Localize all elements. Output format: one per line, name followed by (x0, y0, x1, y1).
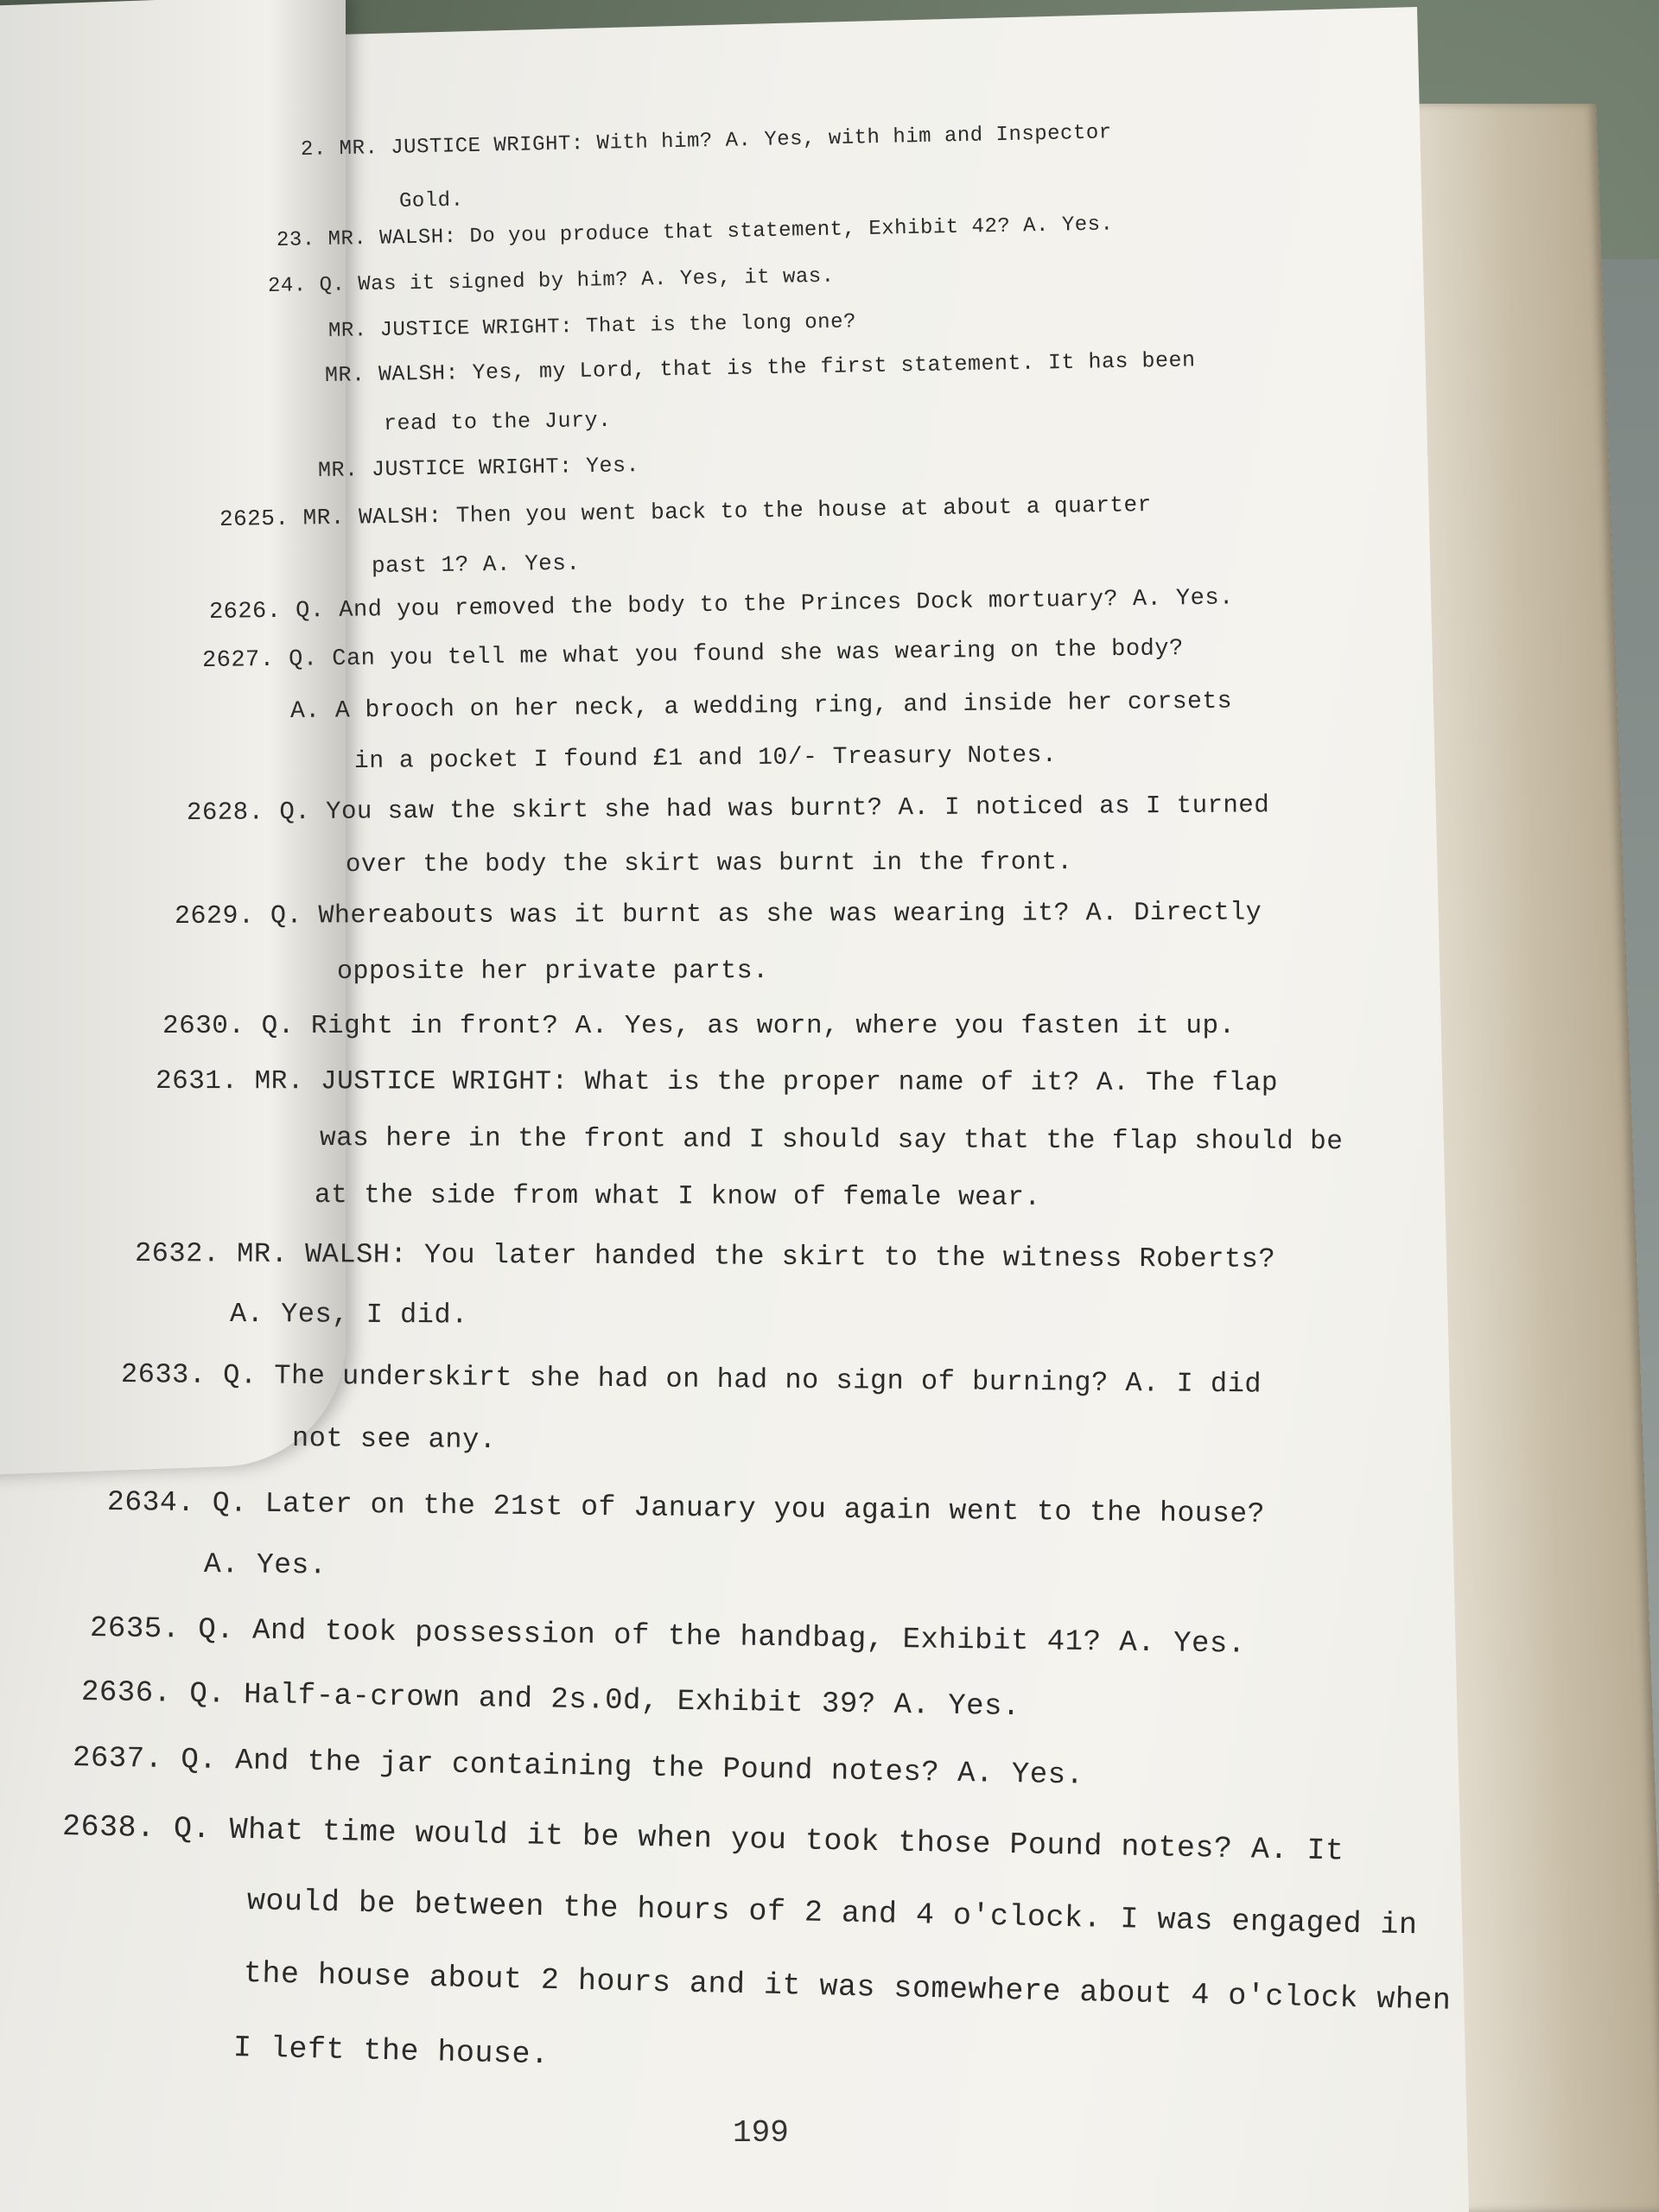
transcript-line: MR. JUSTICE WRIGHT: Yes. (317, 453, 640, 483)
transcript-line: would be between the hours of 2 and 4 o'clock. I was engaged in (246, 1884, 1418, 1943)
transcript-line: 2635. Q. And took possession of the handbag, Exhibit 41? A. Yes. (89, 1612, 1246, 1662)
transcript-line: 2626. Q. And you removed the body to the Princes Dock mortuary? A. Yes. (208, 585, 1234, 626)
transcript-line: 2625. MR. WALSH: Then you went back to the house at about a quarter (219, 492, 1152, 532)
transcript-line: A. Yes. (203, 1548, 327, 1582)
transcript-line: 24. Q. Was it signed by him? A. Yes, it was. (267, 264, 835, 298)
transcript-line: 2637. Q. And the jar containing the Pound notes? A. Yes. (72, 1742, 1084, 1793)
transcript-line: 2627. Q. Can you tell me what you found she was wearing on the body? (201, 636, 1184, 674)
transcript-line: MR. JUSTICE WRIGHT: That is the long one? (327, 310, 857, 343)
transcript-line: 2630. Q. Right in front? A. Yes, as worn, where you fasten it up. (162, 1011, 1236, 1041)
transcript-line: A. Yes, I did. (229, 1298, 468, 1332)
transcript-line: over the body the skirt was burnt in the front. (345, 848, 1073, 879)
transcript-line: was here in the front and I should say that the flap should be (319, 1123, 1344, 1158)
transcript-line: MR. WALSH: Yes, my Lord, that is the first statement. It has been (324, 347, 1196, 388)
transcript-line: 2633. Q. The underskirt she had on had no sign of burning? A. I did (120, 1358, 1262, 1401)
transcript-line: 2629. Q. Whereabouts was it burnt as she was wearing it? A. Directly (174, 898, 1262, 931)
transcript-line: 2628. Q. You saw the skirt she had was burnt? A. I noticed as I turned (186, 791, 1270, 827)
transcript-line: 23. MR. WALSH: Do you produce that statement, Exhibit 42? A. Yes. (276, 213, 1114, 252)
transcript-line: 2631. MR. JUSTICE WRIGHT: What is the proper name of it? A. The flap (155, 1066, 1279, 1099)
transcript-line: 2634. Q. Later on the 21st of January you again went to the house? (106, 1486, 1266, 1531)
page-number: 199 (733, 2115, 789, 2151)
transcript-line: in a pocket I found £1 and 10/- Treasury Notes. (353, 741, 1058, 775)
transcript-line: 2. MR. JUSTICE WRIGHT: With him? A. Yes, with him and Inspector (300, 121, 1112, 162)
transcript-line: not see any. (291, 1422, 497, 1457)
transcript-line: the house about 2 hours and it was somewhere about 4 o'clock when (243, 1956, 1452, 2018)
transcript-line: 2632. MR. WALSH: You later handed the skirt to the witness Roberts? (134, 1237, 1276, 1275)
transcript-line: I left the house. (232, 2031, 550, 2073)
transcript-line: at the side from what I know of female wear. (314, 1180, 1041, 1213)
transcript-line: Gold. (398, 188, 464, 213)
transcript-line: 2636. Q. Half-a-crown and 2s.0d, Exhibit 39? A. Yes. (80, 1676, 1021, 1725)
transcript-line: read to the Jury. (383, 407, 612, 436)
transcript-line: A. A brooch on her neck, a wedding ring, and inside her corsets (289, 688, 1233, 725)
transcript-line: 2638. Q. What time would it be when you took those Pound notes? A. It (61, 1809, 1344, 1869)
transcript-line: past 1? A. Yes. (371, 550, 581, 579)
transcript-line: opposite her private parts. (336, 957, 769, 987)
